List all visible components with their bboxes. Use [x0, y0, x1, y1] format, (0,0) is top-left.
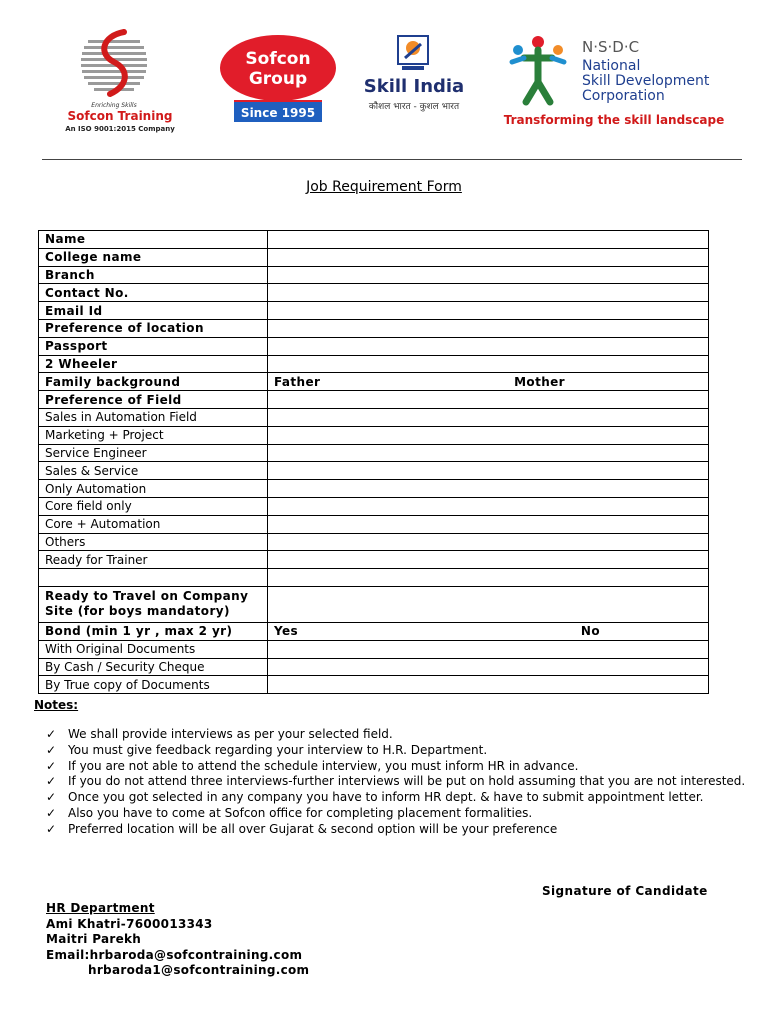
notes-heading: Notes: [34, 698, 79, 712]
form-row-value-field[interactable] [268, 497, 709, 515]
form-row-value-field[interactable] [268, 355, 709, 373]
form-row [39, 284, 709, 302]
form-row-label: With Original Documents [39, 640, 268, 658]
hr-department-heading: HR Department [46, 901, 155, 915]
form-row-value-field[interactable] [268, 676, 709, 694]
form-row-value-field[interactable] [268, 551, 709, 569]
form-row-value-field[interactable] [268, 622, 709, 640]
note-item [46, 790, 746, 806]
note-text: If you do not attend three interviews-further interviews will be put on hold assuming that you are not interested. [68, 774, 746, 789]
skill-india-name: Skill India [363, 76, 465, 97]
form-row-label: Only Automation [39, 480, 268, 498]
checkmark-icon: ✓ [46, 774, 57, 789]
form-row-value-field[interactable] [268, 337, 709, 355]
form-row-value-field[interactable] [268, 658, 709, 676]
nsdc-line1: National [582, 58, 641, 74]
form-row-value-field[interactable] [268, 319, 709, 337]
form-row-label: Family background [39, 373, 268, 391]
form-row [39, 355, 709, 373]
form-row-label: Sales & Service [39, 462, 268, 480]
form-row-value-field[interactable] [268, 515, 709, 533]
sofcon-group-line1: Sofcon [245, 49, 311, 69]
note-text: If you are not able to attend the schedule interview, you must inform HR in advance. [68, 758, 579, 773]
note-item [46, 806, 746, 822]
form-row-label: By True copy of Documents [39, 676, 268, 694]
form-row-value-field[interactable] [268, 462, 709, 480]
form-row-value-field[interactable] [268, 444, 709, 462]
note-item [46, 743, 746, 759]
hr-email: Email:hrbaroda@sofcontraining.com [46, 947, 303, 962]
form-row-options [274, 374, 702, 390]
form-row-label: Branch [39, 266, 268, 284]
form-row [39, 426, 709, 444]
form-row [39, 480, 709, 498]
form-row [39, 676, 709, 694]
form-row-label: Passport [39, 337, 268, 355]
form-row-option-left: Yes [274, 624, 299, 639]
form-row-label: Sales in Automation Field [39, 408, 268, 426]
form-row [39, 497, 709, 515]
form-row-label: Name [39, 231, 268, 249]
form-row-label: Core + Automation [39, 515, 268, 533]
nsdc-acronym: N·S·D·C [582, 38, 640, 56]
form-row-value-field[interactable] [268, 373, 709, 391]
sofcon-group-since: Since 1995 [240, 106, 316, 120]
checkmark-icon: ✓ [46, 805, 57, 820]
form-row [39, 586, 709, 622]
checkmark-icon: ✓ [46, 821, 57, 836]
form-row [39, 533, 709, 551]
form-row-label: 2 Wheeler [39, 355, 268, 373]
form-row [39, 391, 709, 409]
form-row [39, 408, 709, 426]
form-row-label: Bond (min 1 yr , max 2 yr) [39, 622, 268, 640]
form-row-label: Email Id [39, 302, 268, 320]
form-row-value-field[interactable] [268, 408, 709, 426]
form-row [39, 231, 709, 249]
form-row [39, 319, 709, 337]
form-row [39, 569, 709, 587]
note-item [46, 822, 746, 838]
form-row-value-field[interactable] [268, 391, 709, 409]
sofcon-group-line2: Group [248, 69, 308, 89]
note-item [46, 774, 746, 790]
hr-contact-person: Maitri Parekh [46, 932, 142, 946]
form-row [39, 444, 709, 462]
sofcon-group-logo [214, 34, 342, 128]
form-row-value-field[interactable] [268, 266, 709, 284]
form-row [39, 337, 709, 355]
hr-email: hrbaroda1@sofcontraining.com [88, 963, 310, 977]
form-row-options [274, 623, 702, 639]
sofcon-training-name: Sofcon Training [67, 109, 173, 123]
form-row-value-field[interactable] [268, 248, 709, 266]
form-row-label: Ready to Travel on Company Site (for boys mandatory) [39, 586, 268, 622]
form-row-label: Preference of location [39, 319, 268, 337]
form-row [39, 266, 709, 284]
form-row-label: Marketing + Project [39, 426, 268, 444]
checkmark-icon: ✓ [46, 758, 57, 773]
form-row-label: Others [39, 533, 268, 551]
checkmark-icon: ✓ [46, 790, 57, 805]
form-row-value-field[interactable] [268, 231, 709, 249]
sofcon-training-logo [58, 28, 188, 138]
nsdc-tagline: Transforming the skill landscape [503, 113, 725, 127]
form-row-label: Preference of Field [39, 391, 268, 409]
form-row-label: By Cash / Security Cheque [39, 658, 268, 676]
form-row [39, 640, 709, 658]
form-row-label: Core field only [39, 497, 268, 515]
form-row-value-field[interactable] [268, 426, 709, 444]
note-text: Once you got selected in any company you have to inform HR dept. & have to submit appointment letter. [68, 790, 704, 805]
note-text: We shall provide interviews as per your selected field. [68, 727, 393, 741]
form-row-label: Service Engineer [39, 444, 268, 462]
form-row [39, 462, 709, 480]
note-text: You must give feedback regarding your interview to H.R. Department. [68, 742, 488, 757]
form-row [39, 515, 709, 533]
sofcon-training-iso: An ISO 9001:2015 Company [65, 125, 175, 133]
notes-list [46, 727, 746, 838]
form-row-value-field[interactable] [268, 480, 709, 498]
form-row-value-field[interactable] [268, 302, 709, 320]
checkmark-icon: ✓ [46, 727, 57, 741]
note-item [46, 759, 746, 775]
form-row [39, 373, 709, 391]
hr-contact-block [46, 901, 309, 979]
form-row-option-right: Mother [514, 374, 565, 389]
form-row [39, 622, 709, 640]
nsdc-line3: Corporation [582, 88, 665, 104]
form-row-value-field[interactable] [268, 569, 709, 587]
nsdc-line2: Skill Development [582, 73, 710, 89]
form-row-value-field[interactable] [268, 640, 709, 658]
skill-india-hindi: कौशल भारत - कुशल भारत [368, 102, 460, 112]
header-divider [42, 159, 742, 160]
signature-label: Signature of Candidate [542, 884, 708, 898]
form-row-label [39, 569, 268, 587]
sofcon-training-tagline: Enriching Skills [91, 102, 137, 109]
form-row-value-field[interactable] [268, 586, 709, 622]
form-row [39, 658, 709, 676]
form-row [39, 551, 709, 569]
form-row-label: College name [39, 248, 268, 266]
logo-header [0, 0, 768, 150]
note-text: Also you have to come at Sofcon office for completing placement formalities. [68, 805, 533, 820]
note-item [46, 727, 746, 743]
form-row-label: Contact No. [39, 284, 268, 302]
form-row-option-right: No [580, 624, 600, 639]
form-title: Job Requirement Form [306, 179, 462, 195]
checkmark-icon: ✓ [46, 742, 57, 757]
form-row-label: Ready for Trainer [39, 551, 268, 569]
form-row [39, 302, 709, 320]
skill-india-logo [352, 32, 482, 124]
note-text: Preferred location will be all over Gujarat & second option will be your preference [68, 821, 558, 836]
form-row-value-field[interactable] [268, 533, 709, 551]
form-row-option-left: Father [274, 374, 321, 389]
form-row [39, 248, 709, 266]
job-requirement-table [38, 230, 709, 694]
nsdc-logo [498, 30, 730, 132]
hr-contact-person: Ami Khatri-7600013343 [46, 916, 213, 931]
form-row-value-field[interactable] [268, 284, 709, 302]
